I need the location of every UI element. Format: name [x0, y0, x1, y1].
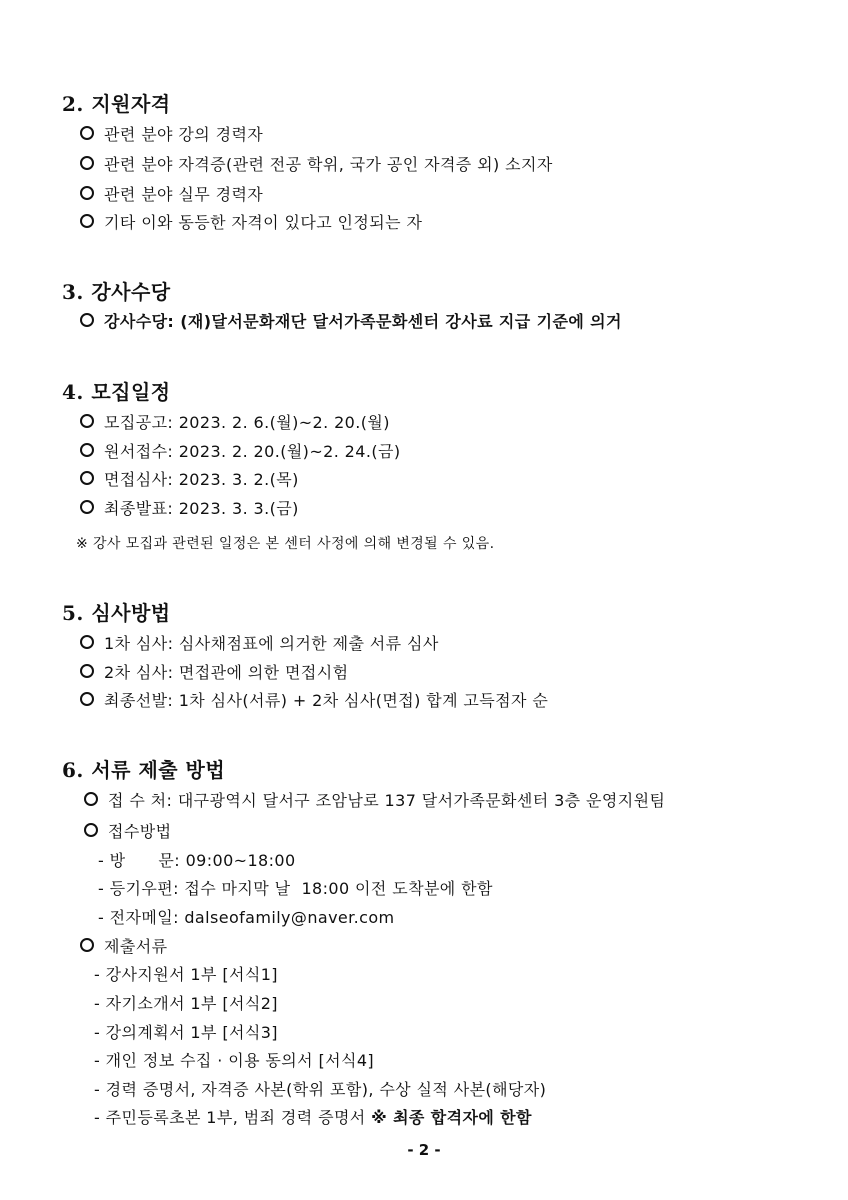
page-number: - 2 -	[407, 1141, 441, 1159]
s2-item: 관련 분야 강의 경력자	[80, 122, 263, 145]
circle-bullet-icon	[80, 635, 94, 649]
s6-doc: - 강사지원서 1부 [서식1]	[94, 965, 278, 984]
circle-bullet-icon	[80, 214, 94, 228]
s6-method: - 방 문: 09:00~18:00	[98, 851, 296, 870]
s4-item: 원서접수: 2023. 2. 20.(월)~2. 24.(금)	[80, 439, 400, 462]
s2-item: 관련 분야 실무 경력자	[80, 182, 263, 205]
circle-bullet-icon	[80, 126, 94, 140]
s6-doc: - 자기소개서 1부 [서식2]	[94, 994, 278, 1013]
s4-item: 최종발표: 2023. 3. 3.(금)	[80, 496, 299, 519]
s4-item: 모집공고: 2023. 2. 6.(월)~2. 20.(월)	[80, 410, 390, 433]
circle-bullet-icon	[80, 664, 94, 678]
s6-doc: - 경력 증명서, 자격증 사본(학위 포함), 수상 실적 사본(해당자)	[94, 1080, 547, 1099]
s2-item: 기타 이와 동등한 자격이 있다고 인정되는 자	[80, 210, 422, 233]
final-pass-note: ※ 최종 합격자에 한함	[371, 1108, 532, 1127]
s4-item: 면접심사: 2023. 3. 2.(목)	[80, 467, 299, 490]
s5-item: 최종선발: 1차 심사(서류) + 2차 심사(면접) 합계 고득점자 순	[80, 688, 548, 711]
schedule-note: ※ 강사 모집과 관련된 일정은 본 센터 사정에 의해 변경될 수 있음.	[76, 536, 495, 552]
s6-doc-last: - 주민등록초본 1부, 범죄 경력 증명서 ※ 최종 합격자에 한함	[94, 1108, 532, 1127]
circle-bullet-icon	[84, 823, 98, 837]
section-5-title: 5. 심사방법	[62, 601, 171, 625]
circle-bullet-icon	[80, 186, 94, 200]
circle-bullet-icon	[80, 938, 94, 952]
s6-method-label: 접수방법	[84, 819, 171, 842]
section-6-title: 6. 서류 제출 방법	[62, 758, 226, 782]
section-3-title: 3. 강사수당	[62, 280, 171, 304]
circle-bullet-icon	[80, 692, 94, 706]
circle-bullet-icon	[84, 792, 98, 806]
circle-bullet-icon	[80, 471, 94, 485]
s6-method: - 전자메일: dalseofamily@naver.com	[98, 908, 395, 927]
s6-doc: - 강의계획서 1부 [서식3]	[94, 1023, 278, 1042]
s5-item: 1차 심사: 심사채점표에 의거한 제출 서류 심사	[80, 631, 439, 654]
s6-doc: - 개인 정보 수집 · 이용 동의서 [서식4]	[94, 1051, 375, 1070]
circle-bullet-icon	[80, 156, 94, 170]
circle-bullet-icon	[80, 500, 94, 514]
s3-item: 강사수당: (재)달서문화재단 달서가족문화센터 강사료 지급 기준에 의거	[80, 309, 622, 332]
circle-bullet-icon	[80, 313, 94, 327]
section-2-title: 2. 지원자격	[62, 92, 171, 116]
s6-method: - 등기우편: 접수 마지막 날 18:00 이전 도착분에 한함	[98, 879, 493, 898]
s6-docs-label: 제출서류	[80, 934, 167, 957]
circle-bullet-icon	[80, 414, 94, 428]
s6-address: 접 수 처: 대구광역시 달서구 조암남로 137 달서가족문화센터 3층 운영지원팀	[84, 788, 665, 811]
circle-bullet-icon	[80, 443, 94, 457]
s5-item: 2차 심사: 면접관에 의한 면접시험	[80, 660, 348, 683]
section-4-title: 4. 모집일정	[62, 380, 171, 404]
s2-item: 관련 분야 자격증(관련 전공 학위, 국가 공인 자격증 외) 소지자	[80, 152, 553, 175]
